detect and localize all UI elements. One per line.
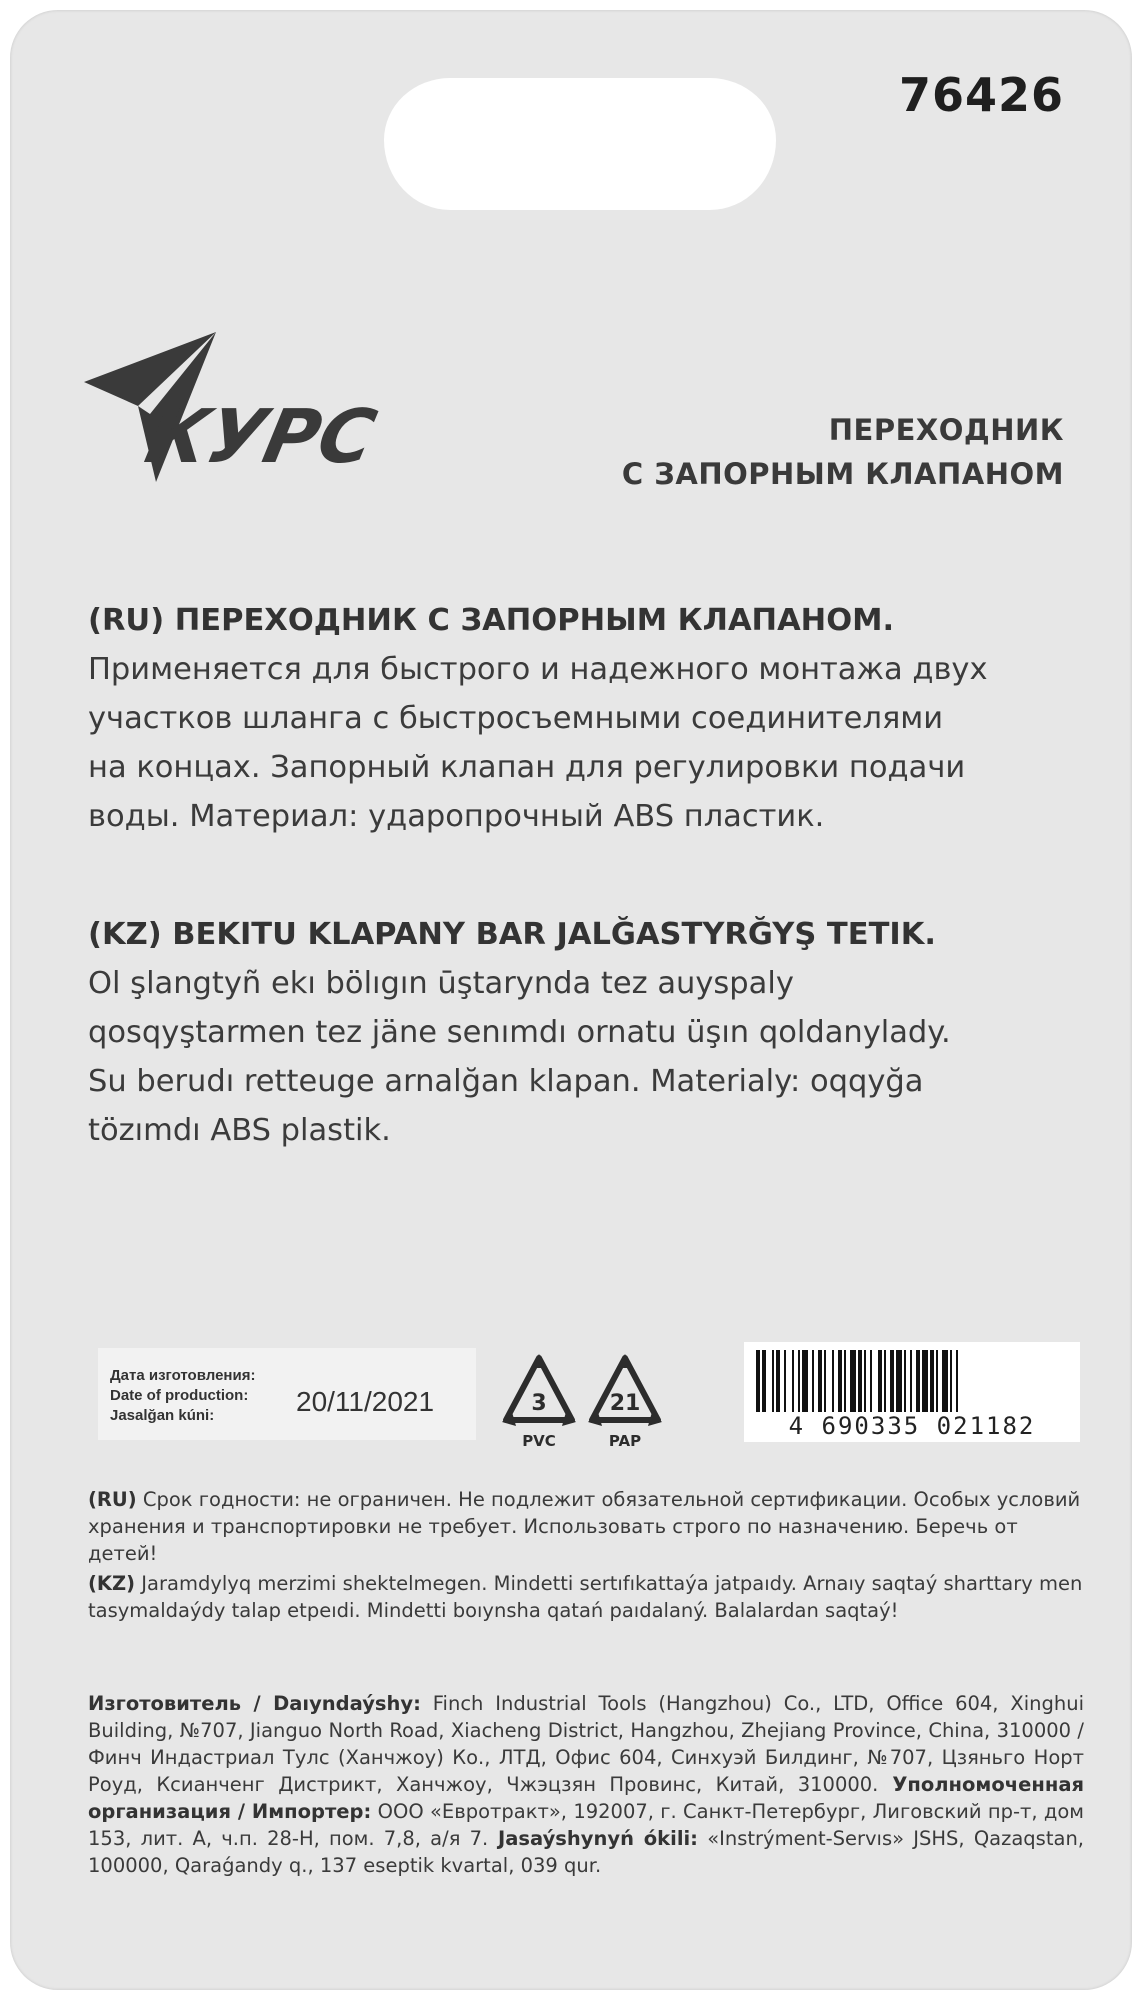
barcode-bar [844,1350,846,1412]
barcode-bar [884,1350,886,1412]
recycle-pap-icon [586,1352,664,1452]
hang-hole [384,78,776,210]
importer-label: Уполномоченная организация / Импортер: [88,1773,1084,1823]
production-date-value: 20/11/2021 [296,1386,435,1417]
recycle-pap-number: 21 [609,1391,641,1416]
barcode-bar [824,1350,826,1412]
barcode-bar [870,1350,872,1412]
barcode-bar [916,1350,920,1412]
description-kz-line: Ol şlangtyñ ekı bölıgın ūştarynda tez auyspaly [88,966,794,1001]
barcode-bar [956,1350,958,1412]
product-title-line1: ПЕРЕХОДНИК [828,413,1064,447]
barcode-bar [756,1350,760,1412]
product-title [622,408,1064,496]
product-title-line2: С ЗАПОРНЫМ КЛАПАНОМ [621,457,1064,491]
production-label-en: Date of production: [110,1387,249,1404]
description-ru-line: на концах. Запорный клапан для регулировки подачи [88,750,966,785]
barcode-bar [850,1350,856,1412]
brand-wordmark: КУРС [138,393,383,480]
manufacturer-label: Изготовитель / Daıyndaýshy: [88,1692,421,1715]
brand-logo [82,332,432,482]
barcode-bar [890,1350,894,1412]
importer-text: ООО «Евротракт», 192007, г. Санкт-Петербург, Лиговский пр-т, дом 153, лит. А, ч.п. 28-Н, пом. 7,8, а/я 7. [88,1800,1084,1850]
storage-note-kz-text: Jaramdylyq merzimi shektelmegen. Mindetti sertıfıkattaýa jatpaıdy. Arnaıy saqtaý sharttary men tasymaldaýdy talap etpeıdi. Mindetti boıynsha qatań paıdalaný. Balalardan saqtaý! [88,1572,1083,1622]
barcode-bar [922,1350,928,1412]
description-ru-line: Применяется для быстрого и надежного монтажа двух [88,652,988,687]
description-kz [88,910,1088,1155]
barcode-bar [798,1350,800,1412]
barcode [744,1342,1080,1442]
barcode-bar [812,1350,814,1412]
description-ru-line: участков шланга с быстросъемными соединителями [88,701,944,736]
barcode-digits: 4 690335 021182 [788,1412,1036,1440]
production-label-ru: Дата изготовления: [110,1367,256,1384]
barcode-bars [744,1342,1080,1414]
production-date-box [98,1348,476,1440]
barcode-bar [942,1350,948,1412]
storage-note-ru-text: Срок годности: не ограничен. Не подлежит обязательной сертификации. Особых условий хранения и транспортировки не требует. Использовать строго по назначению. Беречь от детей! [88,1488,1081,1565]
barcode-bar [936,1350,938,1412]
barcode-bar [896,1350,902,1412]
recycle-pap-code: PAP [608,1432,642,1450]
description-kz-line: Su berudı retteuge arnalğan klapan. Materialy: oqqyğa [88,1064,924,1099]
description-ru-line: воды. Материал: ударопрочный ABS пластик. [88,799,825,834]
production-date-labels [110,1366,255,1426]
description-ru-heading: (RU) ПЕРЕХОДНИК С ЗАПОРНЫМ КЛАПАНОМ. [88,603,895,638]
description-kz-line: qosqyştarmen tez jäne senımdı ornatu üşın qoldanylady. [88,1015,951,1050]
barcode-bar [864,1350,866,1412]
barcode-bar [904,1350,906,1412]
storage-note-ru [88,1486,1084,1567]
barcode-bar [832,1350,834,1412]
recycle-pvc-number: 3 [531,1391,547,1416]
packaging-card [10,10,1132,1990]
barcode-bar [838,1350,842,1412]
barcode-bar [930,1350,934,1412]
barcode-bar [878,1350,882,1412]
storage-note-kz [88,1570,1084,1624]
barcode-bar [802,1350,808,1412]
barcode-bar [792,1350,794,1412]
barcode-bar [910,1350,912,1412]
description-kz-heading: (KZ) BEKITU KLAPANY BAR JALĞASTYRĞYŞ TETIK. [88,917,936,952]
storage-note-kz-tag: (KZ) [88,1572,136,1595]
production-label-kz: Jasalğan kúni: [110,1407,215,1424]
recycle-pvc-code: PVC [522,1432,556,1450]
kz-representative-text: «Instrýment-Servıs» JSHS, Qazaqstan, 100000, Qaraǵandy q., 137 eseptik kvartal, 039 qur. [88,1827,1084,1877]
barcode-bar [762,1350,766,1412]
article-number: 76426 [898,68,1064,122]
recycle-pvc-icon [500,1352,578,1452]
manufacturer-info [88,1690,1084,1879]
manufacturer-text: Finch Industrial Tools (Hangzhou) Co., LTD, Office 604, Xinghui Building, №707, Jianguo North Road, Xiacheng District, Hangzhou, Zhejiang Province, China, 310000 / Финч Индастриал Тулс (Ханчжоу) Ко., ЛТД, Офис 604, Синхуэй Билдинг, №707, Цзяньго Норт Роуд, Ксианченг Дистрикт, Ханчжоу, Чжэцзян Провинс, Китай, 310000. [88,1692,1084,1796]
description-ru [88,596,1088,841]
barcode-bar [776,1350,780,1412]
barcode-bar [784,1350,786,1412]
description-kz-line: tözımdı ABS plastik. [88,1113,391,1148]
storage-note-ru-tag: (RU) [88,1488,137,1511]
barcode-bar [858,1350,862,1412]
kz-representative-label: Jasaýshynyń ókili: [488,1827,698,1850]
barcode-bar [818,1350,822,1412]
barcode-bar [950,1350,952,1412]
barcode-bar [772,1350,774,1412]
